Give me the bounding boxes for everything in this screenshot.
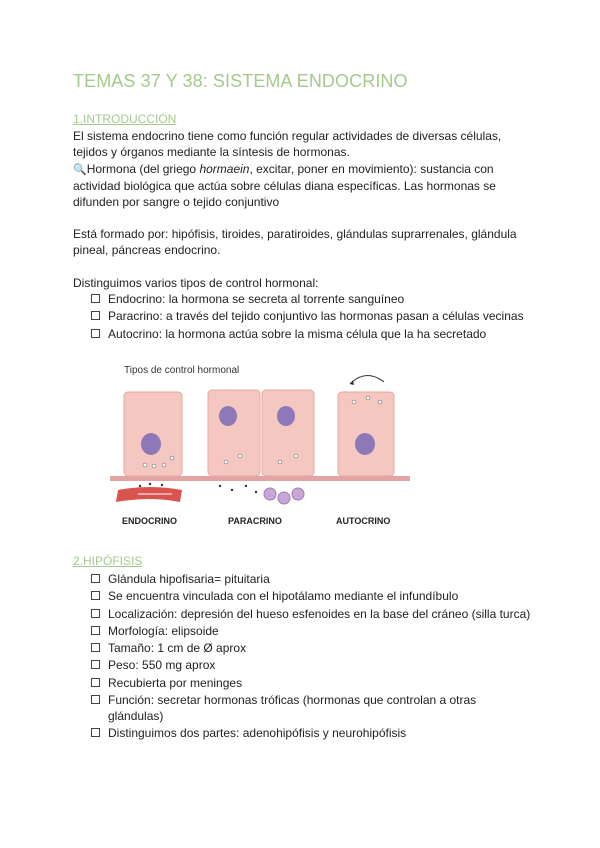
list-item-text: Autocrino: la hormona actúa sobre la misma célula que la ha secretado <box>108 326 487 341</box>
list-item <box>91 326 531 342</box>
section-heading-introduccion[interactable]: 1.INTRODUCCIÓN <box>73 112 177 126</box>
control-intro: Distinguimos varios tipos de control hormonal: <box>73 276 319 290</box>
hormona-paragraph <box>73 161 533 210</box>
magnifier-icon: 🔍 <box>73 164 87 176</box>
autocrine-arrow-icon <box>350 375 384 384</box>
list-item <box>91 606 531 622</box>
checkbox-icon[interactable] <box>91 643 100 652</box>
intro-line: tejidos y órganos mediante la síntesis de hormonas. <box>73 145 350 159</box>
list-item-text: Recubierta por meninges <box>108 675 243 690</box>
intro-paragraph <box>73 128 533 160</box>
figure-label-paracrino: PARACRINO <box>228 516 282 526</box>
hormona-line: actividad biológica que actúa sobre células diana específicas. Las hormonas se <box>73 179 496 193</box>
list-item-text: Localización: depresión del hueso esfenoides en la base del cráneo (silla turca) <box>108 606 531 621</box>
list-item-text: Tamaño: 1 cm de Ø aprox <box>108 641 247 656</box>
figure-label-autocrino: AUTOCRINO <box>336 516 391 526</box>
autocrino-cell <box>338 375 394 476</box>
checkbox-icon[interactable] <box>91 695 100 704</box>
list-item-text: Glándula hipofisaria= pituitaria <box>108 572 270 586</box>
list-item <box>91 657 531 673</box>
list-item <box>91 588 531 604</box>
list-item <box>91 571 531 587</box>
hipofisis-list <box>91 571 531 743</box>
checkbox-icon[interactable] <box>91 294 100 303</box>
figure-label-endocrino: ENDOCRINO <box>122 516 178 526</box>
section-heading-hipofisis[interactable]: 2.HIPÓFISIS <box>73 554 143 568</box>
list-item <box>91 308 531 324</box>
list-item-text: Paracrino: a través del tejido conjuntivo las hormonas pasan a células vecinas <box>108 309 524 324</box>
checkbox-icon[interactable] <box>91 574 100 583</box>
formado-paragraph <box>73 226 533 258</box>
checkbox-icon[interactable] <box>91 626 100 635</box>
list-item-text: Morfología: elipsoide <box>108 623 219 638</box>
checkbox-icon[interactable] <box>91 591 100 600</box>
hormona-line: difunden por sangre o tejido conjuntivo <box>73 195 280 209</box>
checkbox-icon[interactable] <box>91 728 100 737</box>
list-item-text: Peso: 550 mg aprox <box>108 658 216 673</box>
checkbox-icon[interactable] <box>91 678 100 687</box>
hormonal-control-figure <box>110 362 410 532</box>
list-item <box>91 692 531 724</box>
checkbox-icon[interactable] <box>91 660 100 669</box>
checkbox-icon[interactable] <box>91 329 100 338</box>
paracrino-cells <box>208 390 314 504</box>
list-item-text: Se encuentra vinculada con el hipotálamo mediante el infundíbulo <box>108 589 459 604</box>
hormona-pre: Hormona (del griego <box>86 162 200 176</box>
list-item <box>91 675 531 691</box>
list-item <box>91 640 531 656</box>
list-item <box>91 623 531 639</box>
formado-line: Está formado por: hipófisis, tiroides, paratiroides, glándulas suprarrenales, glándula <box>73 227 517 241</box>
list-item-text: Distinguimos dos partes: adenohipófisis y neurohipófisis <box>108 726 407 741</box>
tissue-layer <box>110 476 410 481</box>
control-list <box>91 291 531 343</box>
list-item-text: Función: secretar hormonas tróficas (hormonas que controlan a otras glándulas) <box>108 693 477 724</box>
list-item <box>91 291 531 307</box>
list-item <box>91 725 531 741</box>
hormona-term: hormaein <box>199 162 250 176</box>
hormona-post: , excitar, poner en movimiento): sustancia con <box>249 162 494 176</box>
list-item-text: Endocrino: la hormona se secreta al torrente sanguíneo <box>108 292 405 306</box>
checkbox-icon[interactable] <box>91 609 100 618</box>
formado-line: pineal, páncreas endocrino. <box>73 243 221 257</box>
page-title: TEMAS 37 Y 38: SISTEMA ENDOCRINO <box>73 71 408 91</box>
checkbox-icon[interactable] <box>91 311 100 320</box>
endocrino-cell <box>116 392 182 502</box>
intro-line: El sistema endocrino tiene como función regular actividades de diversas células, <box>73 129 502 143</box>
figure-title: Tipos de control hormonal <box>124 365 240 376</box>
